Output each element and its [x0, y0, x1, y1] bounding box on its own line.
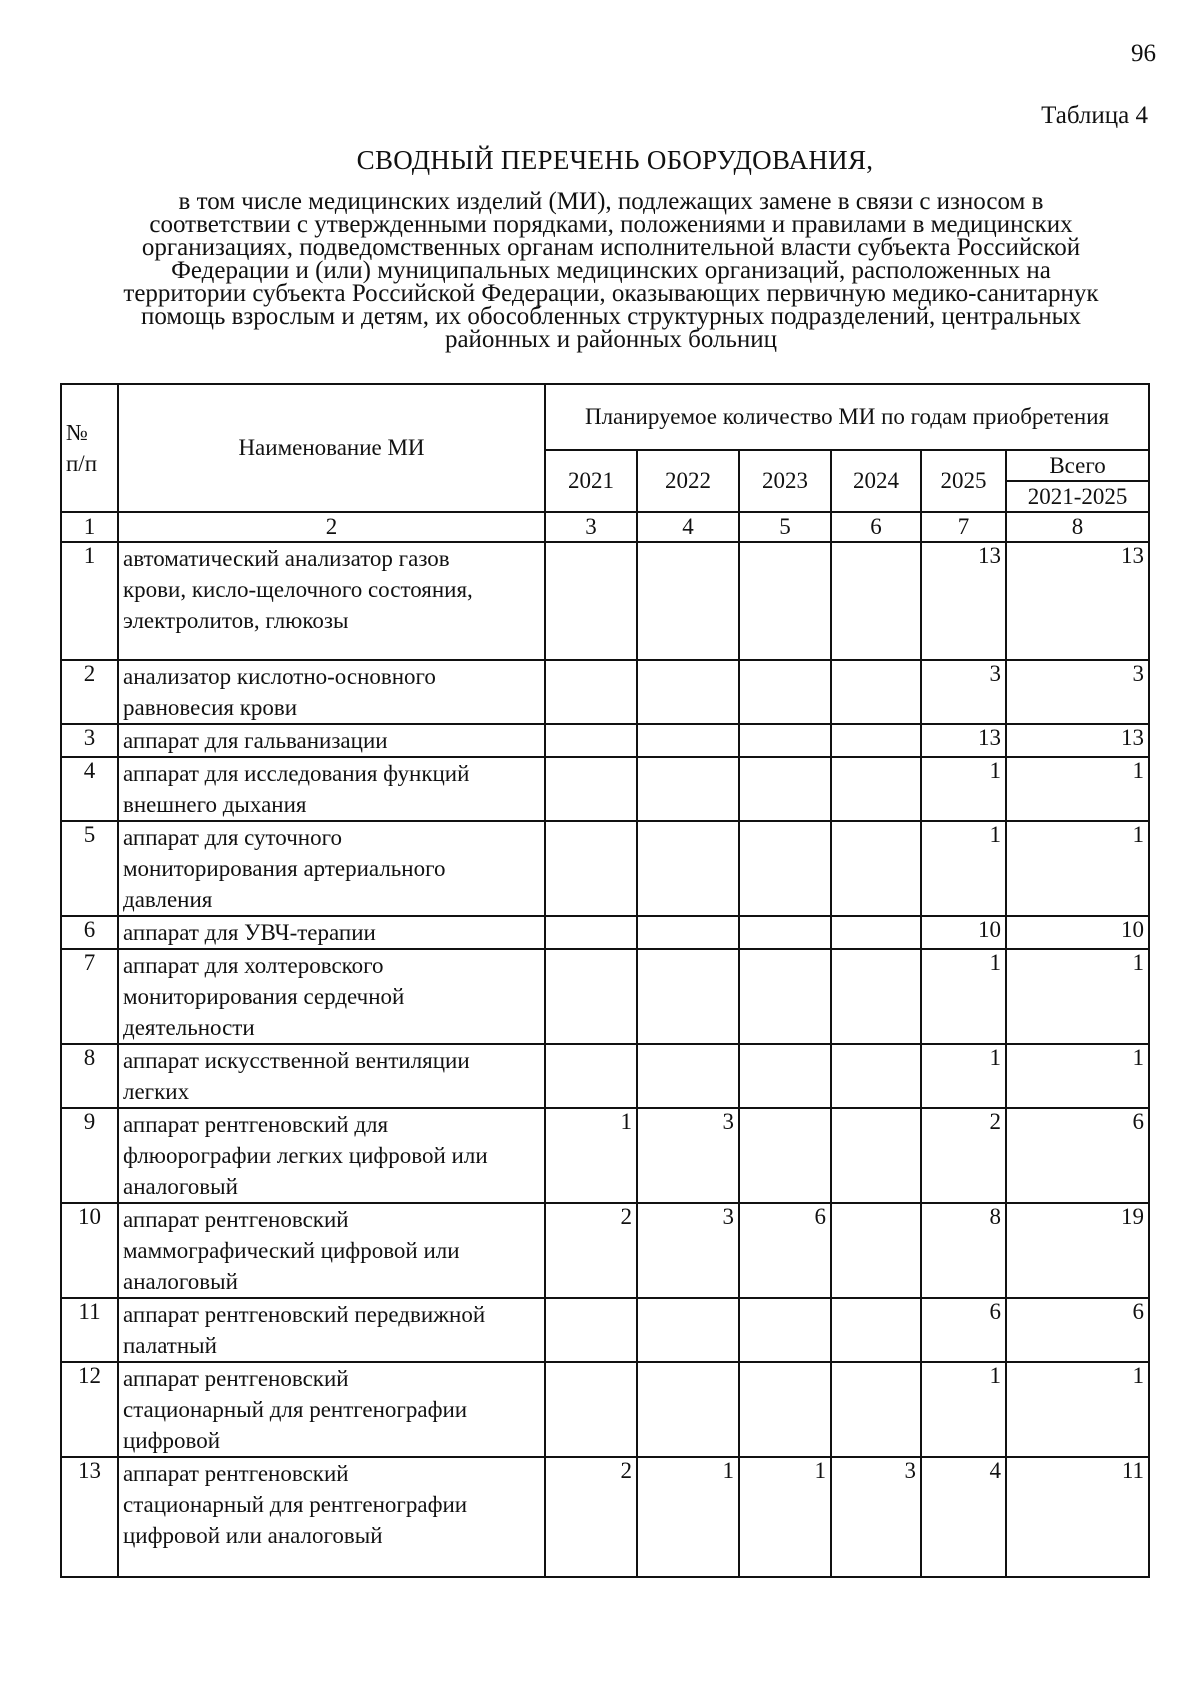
- equipment-name-line: аппарат для гальванизации: [123, 728, 388, 753]
- equipment-name-line: аппарат рентгеновский для: [123, 1112, 389, 1137]
- quantity-2024: [831, 821, 921, 916]
- table-row: [61, 757, 1149, 821]
- row-number: 12: [61, 1362, 118, 1457]
- header-year-2023: 2023: [739, 450, 831, 512]
- quantity-2025: 1: [921, 757, 1006, 821]
- quantity-2023: [739, 542, 831, 660]
- quantity-total: 13: [1006, 724, 1149, 757]
- quantity-2021: 2: [545, 1457, 637, 1577]
- quantity-2025: 8: [921, 1203, 1006, 1298]
- header-no-abbr: п/п: [66, 451, 98, 476]
- subtitle-line: помощь взрослым и детям, их обособленных структурных подразделений, центральных: [141, 303, 1081, 330]
- header-name: Наименование МИ: [118, 384, 545, 512]
- quantity-2024: [831, 1044, 921, 1108]
- quantity-2022: [637, 660, 739, 724]
- row-number: 6: [61, 916, 118, 949]
- equipment-name: [118, 757, 545, 821]
- quantity-2023: [739, 1362, 831, 1457]
- equipment-name-line: флюорографии легких цифровой или: [123, 1143, 488, 1168]
- table-row: [61, 542, 1149, 660]
- column-number: 8: [1006, 512, 1149, 542]
- row-number: 5: [61, 821, 118, 916]
- quantity-2021: [545, 916, 637, 949]
- quantity-2021: [545, 542, 637, 660]
- equipment-name-line: аппарат искусственной вентиляции: [123, 1048, 470, 1073]
- column-number: 4: [637, 512, 739, 542]
- table-row: [61, 821, 1149, 916]
- row-number: 4: [61, 757, 118, 821]
- row-number: 10: [61, 1203, 118, 1298]
- quantity-2025: 6: [921, 1298, 1006, 1362]
- equipment-name-line: крови, кисло-щелочного состояния,: [123, 577, 473, 602]
- equipment-name: [118, 542, 545, 660]
- quantity-total: 1: [1006, 1044, 1149, 1108]
- quantity-2023: [739, 724, 831, 757]
- equipment-name: [118, 916, 545, 949]
- quantity-2025: 13: [921, 542, 1006, 660]
- quantity-2022: [637, 757, 739, 821]
- document-subtitle: [62, 190, 1160, 351]
- quantity-2024: [831, 1203, 921, 1298]
- equipment-name: [118, 1108, 545, 1203]
- table-row: [61, 1457, 1149, 1577]
- equipment-name: [118, 1362, 545, 1457]
- quantity-2024: [831, 757, 921, 821]
- quantity-2025: 2: [921, 1108, 1006, 1203]
- quantity-2021: [545, 1044, 637, 1108]
- equipment-name: [118, 1203, 545, 1298]
- equipment-name-line: деятельности: [123, 1015, 255, 1040]
- equipment-name-line: стационарный для рентгенографии: [123, 1397, 468, 1422]
- equipment-name-line: аппарат рентгеновский: [123, 1366, 349, 1391]
- equipment-name-line: электролитов, глюкозы: [123, 608, 349, 633]
- header-total-period: 2021-2025: [1006, 481, 1149, 512]
- table-row: [61, 724, 1149, 757]
- quantity-2022: [637, 724, 739, 757]
- equipment-name-line: маммографический цифровой или: [123, 1238, 460, 1263]
- table-row: [61, 1044, 1149, 1108]
- row-number: 9: [61, 1108, 118, 1203]
- equipment-name: [118, 1457, 545, 1577]
- quantity-2022: [637, 1298, 739, 1362]
- header-year-2021: 2021: [545, 450, 637, 512]
- equipment-name-line: аппарат для УВЧ-терапии: [123, 920, 376, 945]
- quantity-2024: [831, 724, 921, 757]
- equipment-name-line: внешнего дыхания: [123, 792, 307, 817]
- quantity-2021: 2: [545, 1203, 637, 1298]
- quantity-total: 3: [1006, 660, 1149, 724]
- quantity-2023: 1: [739, 1457, 831, 1577]
- row-number: 7: [61, 949, 118, 1044]
- quantity-2025: 1: [921, 821, 1006, 916]
- quantity-2022: 3: [637, 1203, 739, 1298]
- quantity-2023: [739, 821, 831, 916]
- quantity-2022: [637, 821, 739, 916]
- quantity-2025: 1: [921, 1044, 1006, 1108]
- equipment-name-line: стационарный для рентгенографии: [123, 1492, 468, 1517]
- equipment-table: [60, 383, 1150, 1578]
- header-year-2022: 2022: [637, 450, 739, 512]
- row-number: 11: [61, 1298, 118, 1362]
- quantity-2021: 1: [545, 1108, 637, 1203]
- table-row: [61, 660, 1149, 724]
- equipment-name: [118, 821, 545, 916]
- quantity-2023: [739, 660, 831, 724]
- equipment-name-line: аппарат для суточного: [123, 825, 342, 850]
- quantity-2025: 1: [921, 1362, 1006, 1457]
- row-number: 13: [61, 1457, 118, 1577]
- header-year-2024: 2024: [831, 450, 921, 512]
- quantity-2022: [637, 949, 739, 1044]
- header-no-symbol: №: [66, 420, 88, 445]
- column-number: 3: [545, 512, 637, 542]
- quantity-2022: [637, 542, 739, 660]
- subtitle-line: организациях, подведомственных органам исполнительной власти субъекта Российской: [141, 234, 1081, 261]
- quantity-2023: [739, 1044, 831, 1108]
- quantity-2024: [831, 1362, 921, 1457]
- quantity-2025: 3: [921, 660, 1006, 724]
- quantity-2021: [545, 757, 637, 821]
- quantity-2021: [545, 660, 637, 724]
- equipment-name-line: аналоговый: [123, 1269, 238, 1294]
- quantity-2023: [739, 916, 831, 949]
- table-row: [61, 1108, 1149, 1203]
- equipment-name-line: равновесия крови: [123, 695, 298, 720]
- subtitle-line: территории субъекта Российской Федерации, оказывающих первичную медико-санитарнук: [123, 280, 1099, 307]
- quantity-total: 1: [1006, 821, 1149, 916]
- header-row-number: [61, 384, 118, 512]
- equipment-name-line: аппарат рентгеновский: [123, 1461, 349, 1486]
- quantity-total: 6: [1006, 1108, 1149, 1203]
- quantity-2022: [637, 1044, 739, 1108]
- column-number: 5: [739, 512, 831, 542]
- row-number: 2: [61, 660, 118, 724]
- page-number: 96: [1131, 40, 1156, 67]
- quantity-total: 13: [1006, 542, 1149, 660]
- subtitle-line: соответствии с утвержденными порядками, положениями и правилами в медицинских: [149, 211, 1073, 238]
- quantity-2025: 10: [921, 916, 1006, 949]
- equipment-name-line: цифровой или аналоговый: [123, 1523, 383, 1548]
- subtitle-line: районных и районных больниц: [444, 326, 778, 353]
- quantity-2021: [545, 1362, 637, 1457]
- equipment-name: [118, 1298, 545, 1362]
- table-row: [61, 1362, 1149, 1457]
- header-year-2025: 2025: [921, 450, 1006, 512]
- equipment-name-line: аппарат рентгеновский передвижной: [123, 1302, 486, 1327]
- equipment-name-line: мониторирования артериального: [123, 856, 446, 881]
- quantity-2023: [739, 757, 831, 821]
- quantity-2021: [545, 949, 637, 1044]
- quantity-2025: 1: [921, 949, 1006, 1044]
- quantity-2023: [739, 1108, 831, 1203]
- quantity-2022: [637, 916, 739, 949]
- header-planned-quantity: Планируемое количество МИ по годам приобретения: [545, 384, 1149, 450]
- column-number: 7: [921, 512, 1006, 542]
- subtitle-line: Федерации и (или) муниципальных медицинских организаций, расположенных на: [171, 257, 1051, 284]
- quantity-2025: 13: [921, 724, 1006, 757]
- quantity-total: 1: [1006, 949, 1149, 1044]
- quantity-total: 11: [1006, 1457, 1149, 1577]
- equipment-name-line: цифровой: [123, 1428, 221, 1453]
- table-row: [61, 916, 1149, 949]
- equipment-name: [118, 1044, 545, 1108]
- quantity-2024: [831, 949, 921, 1044]
- table-row: [61, 1298, 1149, 1362]
- column-numbers-row: [61, 512, 1149, 542]
- column-number: 6: [831, 512, 921, 542]
- equipment-name-line: аппарат рентгеновский: [123, 1207, 349, 1232]
- equipment-name: [118, 949, 545, 1044]
- column-number: 2: [118, 512, 545, 542]
- equipment-name-line: аппарат для холтеровского: [123, 953, 384, 978]
- equipment-name-line: автоматический анализатор газов: [123, 546, 450, 571]
- quantity-2024: [831, 1108, 921, 1203]
- equipment-name-line: легких: [123, 1079, 190, 1104]
- subtitle-line: в том числе медицинских изделий (МИ), подлежащих замене в связи с износом в: [178, 188, 1044, 215]
- table-label: Таблица 4: [1041, 102, 1148, 129]
- equipment-name-line: аппарат для исследования функций: [123, 761, 470, 786]
- quantity-2021: [545, 724, 637, 757]
- quantity-2024: [831, 542, 921, 660]
- quantity-2023: 6: [739, 1203, 831, 1298]
- quantity-total: 1: [1006, 1362, 1149, 1457]
- equipment-name-line: мониторирования сердечной: [123, 984, 405, 1009]
- quantity-2024: 3: [831, 1457, 921, 1577]
- document-title: СВОДНЫЙ ПЕРЕЧЕНЬ ОБОРУДОВАНИЯ,: [356, 145, 874, 175]
- equipment-name-line: аналоговый: [123, 1174, 238, 1199]
- table-row: [61, 949, 1149, 1044]
- row-number: 8: [61, 1044, 118, 1108]
- row-number: 1: [61, 542, 118, 660]
- quantity-total: 19: [1006, 1203, 1149, 1298]
- row-number: 3: [61, 724, 118, 757]
- equipment-name: [118, 660, 545, 724]
- column-number: 1: [61, 512, 118, 542]
- quantity-2022: [637, 1362, 739, 1457]
- quantity-2022: 1: [637, 1457, 739, 1577]
- equipment-name: [118, 724, 545, 757]
- quantity-2025: 4: [921, 1457, 1006, 1577]
- quantity-2024: [831, 916, 921, 949]
- quantity-2022: 3: [637, 1108, 739, 1203]
- quantity-total: 10: [1006, 916, 1149, 949]
- equipment-name-line: давления: [123, 887, 213, 912]
- quantity-total: 1: [1006, 757, 1149, 821]
- header-total: Всего: [1006, 450, 1149, 481]
- equipment-name-line: анализатор кислотно-основного: [123, 664, 436, 689]
- quantity-2021: [545, 821, 637, 916]
- table-row: [61, 1203, 1149, 1298]
- quantity-2024: [831, 660, 921, 724]
- quantity-2023: [739, 1298, 831, 1362]
- quantity-2024: [831, 1298, 921, 1362]
- quantity-2021: [545, 1298, 637, 1362]
- quantity-total: 6: [1006, 1298, 1149, 1362]
- quantity-2023: [739, 949, 831, 1044]
- equipment-name-line: палатный: [123, 1333, 217, 1358]
